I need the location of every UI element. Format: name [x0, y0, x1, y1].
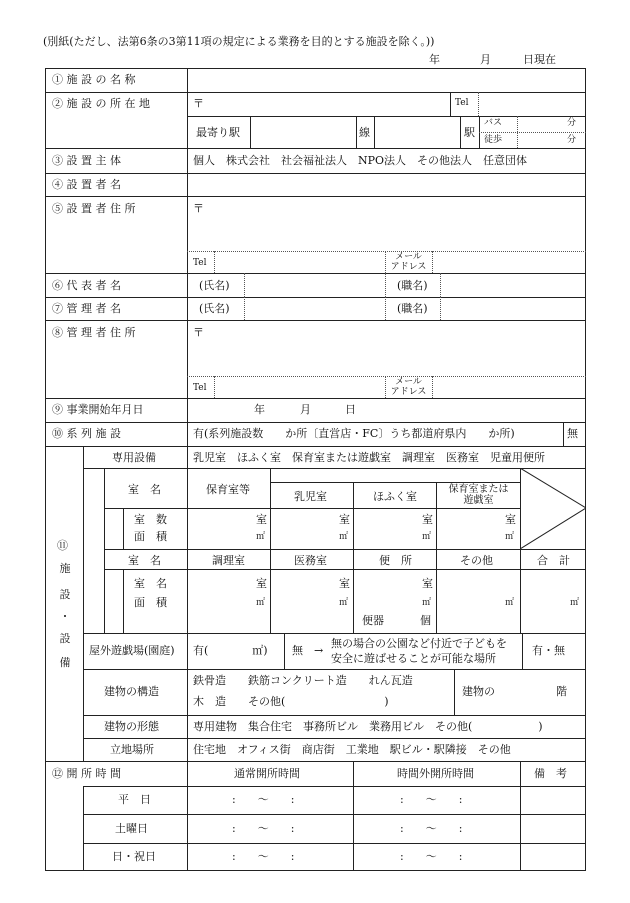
room-area-unit-4: ㎡: [505, 532, 515, 542]
rooms2-name-header: 室 名: [128, 554, 161, 567]
room-area-unit-2: ㎡: [339, 532, 349, 542]
line-label: 線: [359, 126, 370, 139]
structure-options-line2: 木 造 その他( ): [193, 695, 389, 708]
address-postal-mark: 〒: [193, 97, 204, 110]
label-founder-address: ⑤ 設 置 者 住 所: [52, 202, 136, 215]
header-day-as-of: 日現在: [523, 53, 556, 66]
label-founder-name: ④ 設 置 者 名: [52, 178, 121, 191]
blank-cell-diagonals: [520, 468, 586, 549]
address-tel-label: Tel: [455, 98, 469, 108]
label-representative: ⑥ 代 表 者 名: [52, 279, 121, 292]
manager-postal-mark: 〒: [193, 326, 204, 339]
holiday-normal-time: : 〜 :: [232, 850, 295, 863]
facility-vertical-2: 設: [59, 588, 71, 601]
room-col-childcare: 保育室等: [206, 483, 250, 496]
building-form-label: 建物の形態: [104, 720, 159, 733]
facility-vertical-3: ・: [59, 610, 71, 623]
room-col-toilet: 便 所: [379, 554, 412, 567]
affiliate-none: 無: [567, 427, 578, 440]
room-col-crawling: ほふく室: [373, 490, 417, 503]
bus-label: バス: [484, 118, 503, 128]
toilet-bowl-unit: 個: [420, 614, 431, 627]
outdoor-playground-label: 屋外遊戯場(園庭): [89, 644, 175, 657]
form-note: (別紙(ただし、法第6条の3第11項の規定による業務を目的とする施設を除く。)): [43, 35, 435, 48]
building-structure-label: 建物の構造: [104, 685, 159, 698]
start-year-unit: 年: [254, 403, 265, 416]
room2-area-unit-4: ㎡: [505, 598, 515, 608]
location-options: 住宅地 オフィス街 商店街 工業地 駅ビル・駅隣接 その他: [193, 743, 511, 756]
hours-normal-header: 通常開所時間: [234, 767, 300, 780]
facility-num: ⑪: [57, 539, 68, 552]
founder-mail-label: メール アドレス: [390, 252, 427, 272]
room2-count-unit-2: 室: [339, 577, 350, 590]
header-year: 年: [429, 53, 440, 66]
room-col-play: 保育室または 遊戯室: [448, 484, 509, 506]
room2-area-unit-3: ㎡: [422, 598, 432, 608]
toilet-bowl-label: 便器: [362, 614, 384, 627]
outdoor-note-line1: 無の場合の公園など付近で子どもを: [331, 637, 507, 650]
founder-type-options: 個人 株式会社 社会福祉法人 NPO法人 その他法人 任意団体: [193, 154, 528, 167]
hours-extra-header: 時間外開所時間: [397, 767, 474, 780]
room-count-unit-2: 室: [339, 513, 350, 526]
hours-holiday-label: 日・祝日: [112, 850, 156, 863]
label-manager: ⑦ 管 理 者 名: [52, 302, 121, 315]
label-manager-address: ⑧ 管 理 者 住 所: [52, 326, 136, 339]
rooms1-count-label: 室 数: [134, 513, 167, 526]
hours-remarks-header: 備 考: [534, 767, 567, 780]
room2-count-unit-1: 室: [256, 577, 267, 590]
room-count-unit-1: 室: [256, 513, 267, 526]
room-col-kitchen: 調理室: [212, 554, 245, 567]
founder-tel-label: Tel: [193, 258, 207, 268]
rooms2-area-label: 面 積: [134, 596, 167, 609]
saturday-extra-time: : 〜 :: [400, 822, 463, 835]
outdoor-note-line2: 安全に遊ばせることが可能な場所: [331, 652, 496, 665]
room-col-infant: 乳児室: [294, 490, 327, 503]
room2-area-unit-5: ㎡: [570, 598, 580, 608]
room2-area-unit-1: ㎡: [256, 598, 266, 608]
room-count-unit-4: 室: [505, 513, 516, 526]
structure-options-line1: 鉄骨造 鉄筋コンクリート造 れん瓦造: [193, 674, 413, 687]
rooms2-name-label: 室 名: [134, 577, 167, 590]
walk-label: 徒歩: [484, 135, 503, 145]
dedicated-equipment-label: 専用設備: [112, 451, 156, 464]
facility-vertical-4: 設: [59, 632, 71, 645]
room-col-medical: 医務室: [294, 554, 327, 567]
dedicated-equipment-list: 乳児室 ほふく室 保育室または遊戯室 調理室 医務室 児童用便所: [193, 451, 545, 464]
manager-mail-label: メール アドレス: [390, 377, 427, 397]
hours-saturday-label: 土曜日: [115, 822, 148, 835]
outdoor-yes: 有( ㎡): [193, 644, 268, 657]
founder-postal-mark: 〒: [193, 202, 204, 215]
label-start-date: ⑨ 事業開始年月日: [52, 403, 144, 416]
representative-name-label: (氏名): [199, 279, 230, 292]
room2-area-unit-2: ㎡: [339, 598, 349, 608]
room-area-unit-1: ㎡: [256, 532, 266, 542]
room-col-other: その他: [460, 554, 493, 567]
room-area-unit-3: ㎡: [422, 532, 432, 542]
manager-tel-label: Tel: [193, 383, 207, 393]
label-opening-hours: ⑫ 開 所 時 間: [52, 767, 121, 780]
label-founder-type: ③ 設 置 主 体: [52, 154, 121, 167]
outdoor-park-choice: 有・無: [532, 644, 565, 657]
hours-weekday-label: 平 日: [118, 793, 151, 806]
manager-title-label: (職名): [397, 302, 428, 315]
building-floors-label: 建物の: [462, 685, 495, 698]
start-day-unit: 日: [345, 403, 356, 416]
nearest-station-label: 最寄り駅: [196, 126, 240, 139]
rooms1-area-label: 面 積: [134, 530, 167, 543]
station-label: 駅: [464, 126, 475, 139]
saturday-normal-time: : 〜 :: [232, 822, 295, 835]
rooms1-name-header: 室 名: [128, 483, 161, 496]
representative-title-label: (職名): [397, 279, 428, 292]
room2-count-unit-3: 室: [422, 577, 433, 590]
label-facility-name: ① 施 設 の 名 称: [52, 73, 136, 86]
weekday-normal-time: : 〜 :: [232, 793, 295, 806]
building-form-options: 専用建物 集合住宅 事務所ビル 業務用ビル その他( ): [193, 720, 543, 733]
label-affiliates: ⑩ 系 列 施 設: [52, 427, 121, 440]
room-col-total: 合 計: [537, 554, 570, 567]
header-month: 月: [480, 53, 491, 66]
walk-minutes-unit: 分: [567, 135, 577, 145]
room-count-unit-3: 室: [422, 513, 433, 526]
facility-vertical-5: 備: [59, 656, 71, 669]
bus-minutes-unit: 分: [567, 118, 577, 128]
affiliate-text: 有(系列施設数 か所〔直営店・FC〕うち都道府県内 か所): [193, 427, 515, 440]
manager-name-label: (氏名): [199, 302, 230, 315]
label-facility-address: ② 施 設 の 所 在 地: [52, 97, 150, 110]
location-label: 立地場所: [110, 743, 154, 756]
holiday-extra-time: : 〜 :: [400, 850, 463, 863]
outdoor-no: 無 →: [292, 644, 324, 657]
weekday-extra-time: : 〜 :: [400, 793, 463, 806]
start-month-unit: 月: [300, 403, 311, 416]
building-floors-unit: 階: [556, 685, 567, 698]
facility-vertical-1: 施: [59, 562, 71, 575]
